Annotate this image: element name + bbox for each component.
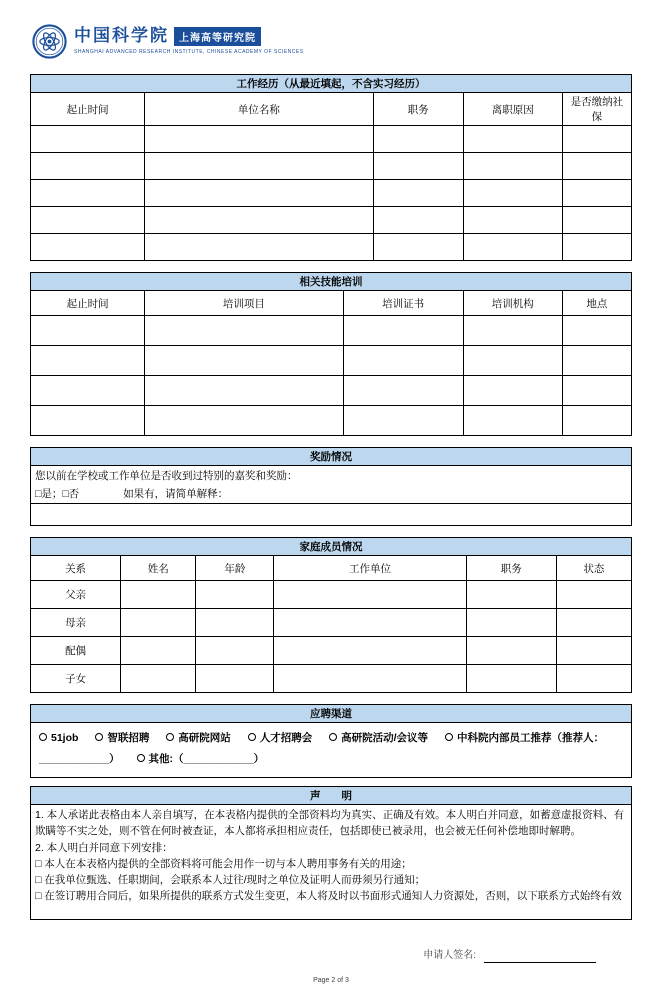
awards-hint: 如果有，请简单解释：	[123, 488, 229, 500]
radio-icon[interactable]	[95, 733, 103, 741]
section-title-row	[31, 538, 632, 556]
table-row	[31, 180, 632, 207]
table-cell[interactable]	[343, 406, 463, 436]
family-row	[31, 637, 632, 665]
column-header: 起止时间	[31, 93, 145, 126]
table-cell[interactable]	[463, 234, 562, 261]
table-cell[interactable]	[274, 665, 466, 693]
column-header: 培训项目	[145, 291, 343, 316]
table-cell[interactable]	[562, 126, 631, 153]
table-cell[interactable]	[373, 153, 463, 180]
awards-answer-row	[31, 504, 632, 526]
table-cell[interactable]	[343, 346, 463, 376]
table-cell[interactable]	[145, 376, 343, 406]
table-cell[interactable]	[31, 207, 145, 234]
work-experience-title: 工作经历（从最近填起，不含实习经历）	[31, 75, 632, 93]
table-cell[interactable]	[196, 637, 274, 665]
column-header: 工作单位	[274, 556, 466, 581]
table-cell[interactable]	[556, 637, 631, 665]
family-row	[31, 581, 632, 609]
table-cell[interactable]	[121, 581, 196, 609]
channel-option[interactable]	[329, 732, 428, 744]
awards-question-row	[31, 466, 632, 504]
awards-question-cell	[31, 466, 632, 504]
column-header: 关系	[31, 556, 121, 581]
table-cell[interactable]	[463, 126, 562, 153]
awards-table	[30, 447, 632, 526]
cas-emblem-icon	[32, 24, 67, 64]
channel-option-label: 人才招聘会	[259, 732, 313, 744]
awards-answer-cell[interactable]	[31, 504, 632, 526]
declaration-item: 2. 本人明白并同意下列安排：	[35, 841, 173, 854]
table-cell[interactable]	[466, 665, 556, 693]
declaration-checkbox-item[interactable]: □ 在我单位甄选、任职期间，会联系本人过往/现时之单位及证明人而毋须另行通知；	[35, 874, 426, 887]
table-cell[interactable]	[145, 316, 343, 346]
signature-line[interactable]	[484, 951, 596, 963]
table-cell[interactable]	[31, 316, 145, 346]
table-cell[interactable]	[196, 665, 274, 693]
declaration-table	[30, 786, 632, 920]
table-cell[interactable]	[196, 609, 274, 637]
table-cell[interactable]	[145, 234, 373, 261]
table-cell[interactable]	[562, 207, 631, 234]
channel-option[interactable]	[137, 753, 265, 765]
table-cell[interactable]	[466, 581, 556, 609]
column-header: 培训证书	[343, 291, 463, 316]
section-title-row	[31, 787, 632, 805]
column-header: 职务	[466, 556, 556, 581]
table-cell[interactable]	[463, 346, 562, 376]
table-cell[interactable]	[343, 316, 463, 346]
table-cell[interactable]	[463, 406, 562, 436]
table-cell[interactable]	[196, 581, 274, 609]
table-cell[interactable]	[556, 665, 631, 693]
declaration-title: 声 明	[31, 787, 632, 805]
table-row	[31, 153, 632, 180]
column-header: 地点	[562, 291, 631, 316]
channel-option[interactable]	[95, 732, 149, 744]
table-cell[interactable]	[121, 609, 196, 637]
relation-label: 父亲	[31, 581, 121, 609]
table-row	[31, 126, 632, 153]
channel-option-label: 中科院内部员工推荐（推荐人：____________）	[39, 732, 604, 765]
table-cell[interactable]	[373, 234, 463, 261]
table-cell[interactable]	[31, 234, 145, 261]
table-cell[interactable]	[145, 346, 343, 376]
table-row	[31, 406, 632, 436]
table-cell[interactable]	[274, 609, 466, 637]
column-header: 姓名	[121, 556, 196, 581]
declaration-checkbox-item[interactable]: □ 在签订聘用合同后，如果所提供的联系方式发生变更，本人将及时以书面形式通知人力资源处，否则，以下联系方式始终有效	[35, 890, 622, 903]
table-cell[interactable]	[373, 126, 463, 153]
table-cell[interactable]	[373, 180, 463, 207]
family-table	[30, 537, 632, 693]
declaration-body	[31, 805, 632, 920]
table-cell[interactable]	[463, 153, 562, 180]
table-cell[interactable]	[463, 180, 562, 207]
relation-label: 子女	[31, 665, 121, 693]
table-row	[31, 234, 632, 261]
table-cell[interactable]	[145, 126, 373, 153]
table-row	[31, 207, 632, 234]
table-cell[interactable]	[463, 207, 562, 234]
section-title-row	[31, 448, 632, 466]
table-cell[interactable]	[466, 637, 556, 665]
section-title-row	[31, 75, 632, 93]
radio-icon[interactable]	[445, 733, 453, 741]
declaration-body-row	[31, 805, 632, 920]
family-row	[31, 609, 632, 637]
channels-cell	[31, 723, 632, 778]
org-name-cn: 中国科学院	[74, 26, 169, 47]
channels-table	[30, 704, 632, 778]
table-cell[interactable]	[556, 609, 631, 637]
skill-training-title: 相关技能培训	[31, 273, 632, 291]
table-cell[interactable]	[562, 234, 631, 261]
declaration-checkbox-item[interactable]: □ 本人在本表格内提供的全部资料将可能会用作一切与本人聘用事务有关的用途；	[35, 857, 412, 870]
column-header: 培训机构	[463, 291, 562, 316]
channel-option-label: 51job	[51, 732, 79, 744]
table-cell[interactable]	[145, 153, 373, 180]
channels-title: 应聘渠道	[31, 705, 632, 723]
signature-label: 申请人签名:	[423, 949, 476, 961]
table-row	[31, 346, 632, 376]
table-cell[interactable]	[31, 180, 145, 207]
radio-icon[interactable]	[248, 733, 256, 741]
channel-option-label: 高研院活动/会议等	[341, 732, 429, 744]
channel-option-label: 高研院网站	[178, 732, 231, 744]
radio-icon[interactable]	[137, 754, 145, 762]
table-cell[interactable]	[562, 316, 631, 346]
table-cell[interactable]	[145, 406, 343, 436]
awards-yes-checkbox[interactable]: □是；	[35, 488, 63, 500]
work-experience-table	[30, 74, 632, 261]
column-header: 状态	[556, 556, 631, 581]
channel-option[interactable]	[39, 732, 78, 744]
table-cell[interactable]	[463, 376, 562, 406]
table-cell[interactable]	[562, 346, 631, 376]
org-branch-name: 上海高等研究院	[174, 27, 261, 46]
channel-option-label: 其他:（____________）	[148, 753, 265, 765]
table-cell[interactable]	[343, 376, 463, 406]
table-cell[interactable]	[562, 406, 631, 436]
radio-icon[interactable]	[39, 733, 47, 741]
channels-row	[31, 723, 632, 778]
column-header: 起止时间	[31, 291, 145, 316]
table-row	[31, 316, 632, 346]
table-cell[interactable]	[121, 637, 196, 665]
column-header: 离职原因	[463, 93, 562, 126]
column-header: 是否缴纳社保	[562, 93, 631, 126]
table-cell[interactable]	[562, 376, 631, 406]
radio-icon[interactable]	[166, 733, 174, 741]
table-cell[interactable]	[31, 126, 145, 153]
channel-option[interactable]	[248, 732, 313, 744]
table-cell[interactable]	[274, 581, 466, 609]
column-header: 年龄	[196, 556, 274, 581]
radio-icon[interactable]	[329, 733, 337, 741]
table-cell[interactable]	[373, 207, 463, 234]
org-name-en: SHANGHAI ADVANCED RESEARCH INSTITUTE, CHINESE ACADEMY OF SCIENCES	[74, 49, 304, 55]
declaration-item: 1. 本人承诺此表格由本人亲自填写，在本表格内提供的全部资料均为真实、正确及有效。本人明白并同意，如蓄意虚报资料、有欺瞒等不实之处，则不管在何时被查证，本人都将承担相应责任，包括即使已被录用，也会被无任何补偿地即时解聘。	[35, 809, 625, 838]
table-cell[interactable]	[31, 153, 145, 180]
signature-block	[30, 946, 596, 961]
header-row	[31, 291, 632, 316]
table-cell[interactable]	[463, 316, 562, 346]
logo-text	[74, 24, 304, 55]
relation-label: 配偶	[31, 637, 121, 665]
table-cell[interactable]	[556, 581, 631, 609]
family-row	[31, 665, 632, 693]
table-cell[interactable]	[562, 180, 631, 207]
table-cell[interactable]	[31, 346, 145, 376]
table-cell[interactable]	[274, 637, 466, 665]
family-title: 家庭成员情况	[31, 538, 632, 556]
logo	[32, 24, 632, 64]
column-header: 职务	[373, 93, 463, 126]
channel-option-label: 智联招聘	[107, 732, 150, 744]
section-title-row	[31, 273, 632, 291]
awards-title: 奖励情况	[31, 448, 632, 466]
page-footer: Page 2 of 3	[313, 976, 349, 984]
table-cell[interactable]	[31, 406, 145, 436]
header-row	[31, 556, 632, 581]
header-row	[31, 93, 632, 126]
table-cell[interactable]	[562, 153, 631, 180]
table-cell[interactable]	[145, 180, 373, 207]
skill-training-table	[30, 272, 632, 436]
table-cell[interactable]	[31, 376, 145, 406]
table-row	[31, 376, 632, 406]
table-cell[interactable]	[121, 665, 196, 693]
relation-label: 母亲	[31, 609, 121, 637]
table-cell[interactable]	[466, 609, 556, 637]
awards-no-checkbox[interactable]: □否	[62, 488, 80, 500]
table-cell[interactable]	[145, 207, 373, 234]
awards-question: 您以前在学校或工作单位是否收到过特别的嘉奖和奖励：	[35, 470, 298, 482]
channel-option[interactable]	[166, 732, 231, 744]
column-header: 单位名称	[145, 93, 373, 126]
section-title-row	[31, 705, 632, 723]
